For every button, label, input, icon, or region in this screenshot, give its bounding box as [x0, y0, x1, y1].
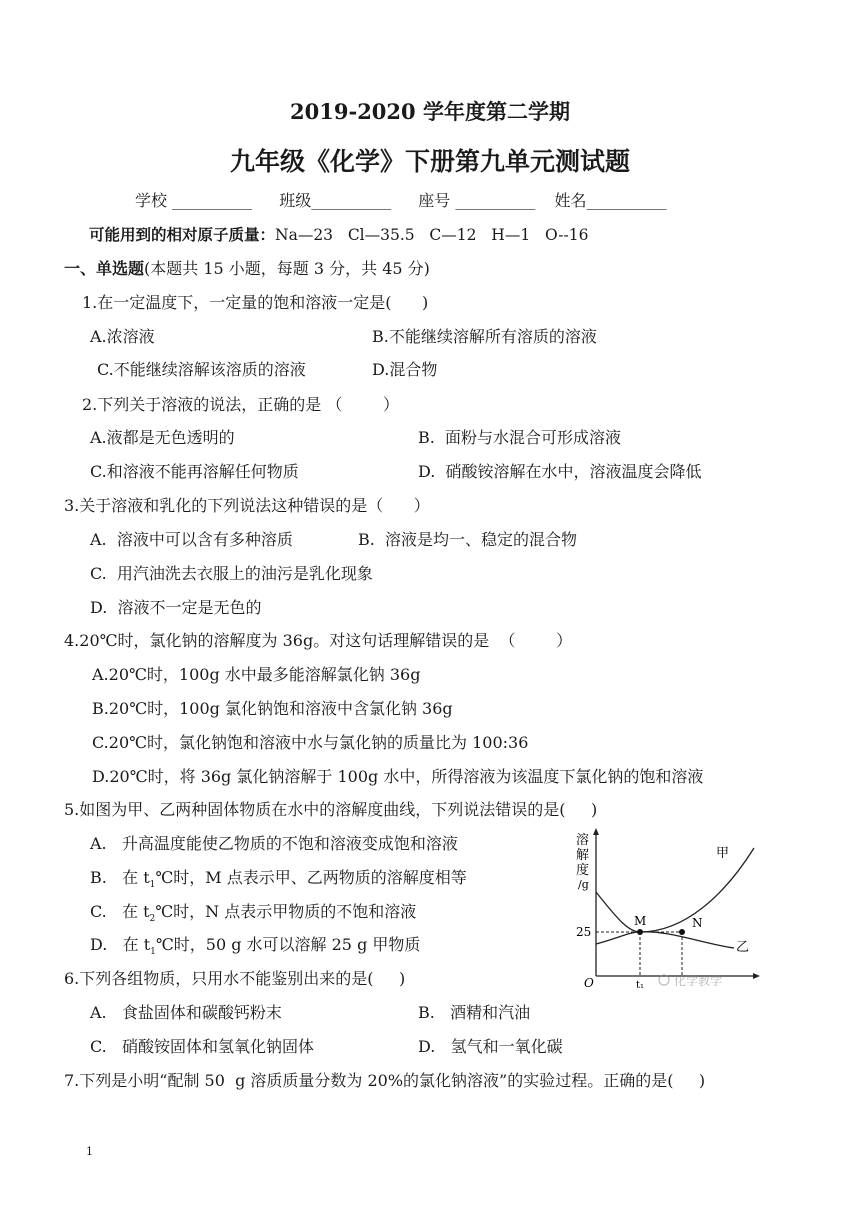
question-6-option-c: C. 硝酸铵固体和氢氧化钠固体 — [90, 1037, 315, 1056]
atomic-mass-line — [89, 223, 588, 245]
question-3-option-b: B. 溶液是均一、稳定的混合物 — [358, 530, 578, 549]
y-axis-label-4: /g — [578, 878, 589, 891]
question-5-option-d: D. 在 $t_1℃$时，50 g 水可以溶解 25 g 甲物质 — [90, 935, 421, 958]
class-field[interactable]: 班级__________ — [279, 191, 392, 210]
question-6-option-b: B. 酒精和汽油 — [418, 1003, 531, 1022]
section-title: 一、单选题 — [64, 259, 145, 278]
question-6-option-a: A. 食盐固体和碳酸钙粉末 — [90, 1003, 282, 1022]
point-n-label: N — [692, 916, 703, 930]
curve-jia — [596, 848, 754, 932]
solubility-curve-figure — [574, 826, 770, 990]
watermark — [659, 973, 722, 988]
question-3-option-d: D. 溶液不一定是无色的 — [90, 598, 262, 617]
question-5-option-c: C. 在 $t_2℃$时，N 点表示甲物质的不饱和溶液 — [90, 902, 417, 925]
question-3-option-a: A. 溶液中可以含有多种溶质 — [90, 530, 293, 549]
question-1-option-c: C.不能继续溶解该溶质的溶液 — [97, 360, 306, 379]
seat-field[interactable]: 座号 __________ — [418, 191, 536, 210]
curve-yi-label: 乙 — [736, 940, 750, 955]
point-n-marker — [679, 929, 685, 935]
section-heading — [64, 256, 430, 279]
question-5-option-b: B. 在 $t_1℃$时，M 点表示甲、乙两物质的溶解度相等 — [90, 868, 467, 891]
atomic-mass-values: Na—23 Cl—35.5 C—12 H—1 O--16 — [275, 226, 589, 244]
origin-label: O — [584, 976, 594, 990]
y-axis-label-1: 溶 — [576, 833, 590, 848]
question-6-option-d: D. 氢气和一氧化碳 — [418, 1037, 563, 1056]
point-m-marker — [637, 929, 643, 935]
question-2-option-c: C.和溶液不能再溶解任何物质 — [90, 462, 299, 481]
question-5-option-a: A. 升高温度能使乙物质的不饱和溶液变成饱和溶液 — [90, 834, 458, 853]
student-info-line — [135, 188, 673, 211]
question-3-stem: 3.关于溶液和乳化的下列说法这种错误的是（ ） — [64, 496, 430, 515]
document-title: 九年级《化学》下册第九单元测试题 — [229, 147, 630, 176]
question-2-option-a: A.液都是无色透明的 — [90, 428, 235, 447]
page-number: 1 — [86, 1145, 93, 1158]
point-m-label: M — [634, 914, 647, 928]
question-2-stem: 2.下列关于溶液的说法，正确的是 （ ） — [82, 395, 400, 414]
curve-jia-label: 甲 — [716, 846, 730, 861]
atomic-mass-label: 可能用到的相对原子质量： — [89, 226, 276, 244]
question-1-option-b: B.不能继续溶解所有溶质的溶液 — [372, 327, 597, 346]
question-7-stem: 7.下列是小明“配制 50 g 溶质质量分数为 20%的氯化钠溶液”的实验过程。正确的是( ) — [64, 1071, 706, 1090]
question-5-stem: 5.如图为甲、乙两种固体物质在水中的溶解度曲线，下列说法错误的是( ) — [64, 800, 598, 819]
question-4-option-b: B.20℃时，100g 氯化钠饱和溶液中含氯化钠 36g — [92, 699, 453, 718]
x-axis-arrow-icon — [753, 973, 760, 979]
y-axis-label-2: 解 — [576, 848, 590, 863]
question-4-option-d: D.20℃时，将 36g 氯化钠溶解于 100g 水中，所得溶液为该温度下氯化钠的饱和溶液 — [92, 767, 704, 786]
y-axis-label-3: 度 — [576, 863, 590, 878]
question-2-option-d: D. 硝酸铵溶解在水中，溶液温度会降低 — [418, 462, 702, 481]
watermark-text: 化学教学 — [674, 974, 723, 988]
question-4-stem: 4.20℃时，氯化钠的溶解度为 36g。对这句话理解错误的是 （ ） — [64, 631, 573, 650]
question-1-option-a: A.浓溶液 — [90, 327, 155, 346]
question-4-option-c: C.20℃时，氯化钠饱和溶液中水与氯化钠的质量比为 100:36 — [92, 733, 529, 752]
y-tick-25: 25 — [576, 925, 592, 939]
school-field[interactable]: 学校 __________ — [135, 191, 253, 210]
name-field[interactable]: 姓名__________ — [554, 191, 667, 210]
question-1-option-d: D.混合物 — [372, 360, 438, 379]
question-6-stem: 6.下列各组物质，只用水不能鉴别出来的是( ) — [64, 969, 406, 988]
section-note: (本题共 15 小题，每题 3 分，共 45 分) — [144, 259, 430, 278]
question-1-stem: 1.在一定温度下，一定量的饱和溶液一定是( ) — [82, 293, 429, 312]
question-4-option-a: A.20℃时，100g 水中最多能溶解氯化钠 36g — [92, 665, 421, 684]
question-3-option-c: C. 用汽油洗去衣服上的油污是乳化现象 — [90, 564, 373, 583]
question-2-option-b: B. 面粉与水混合可形成溶液 — [418, 428, 622, 447]
y-axis-arrow-icon — [593, 828, 599, 835]
document-term: 2019-2020 学年度第二学期 — [290, 99, 570, 124]
x-tick-t1: t₁ — [636, 980, 645, 990]
curve-yi — [596, 932, 734, 948]
